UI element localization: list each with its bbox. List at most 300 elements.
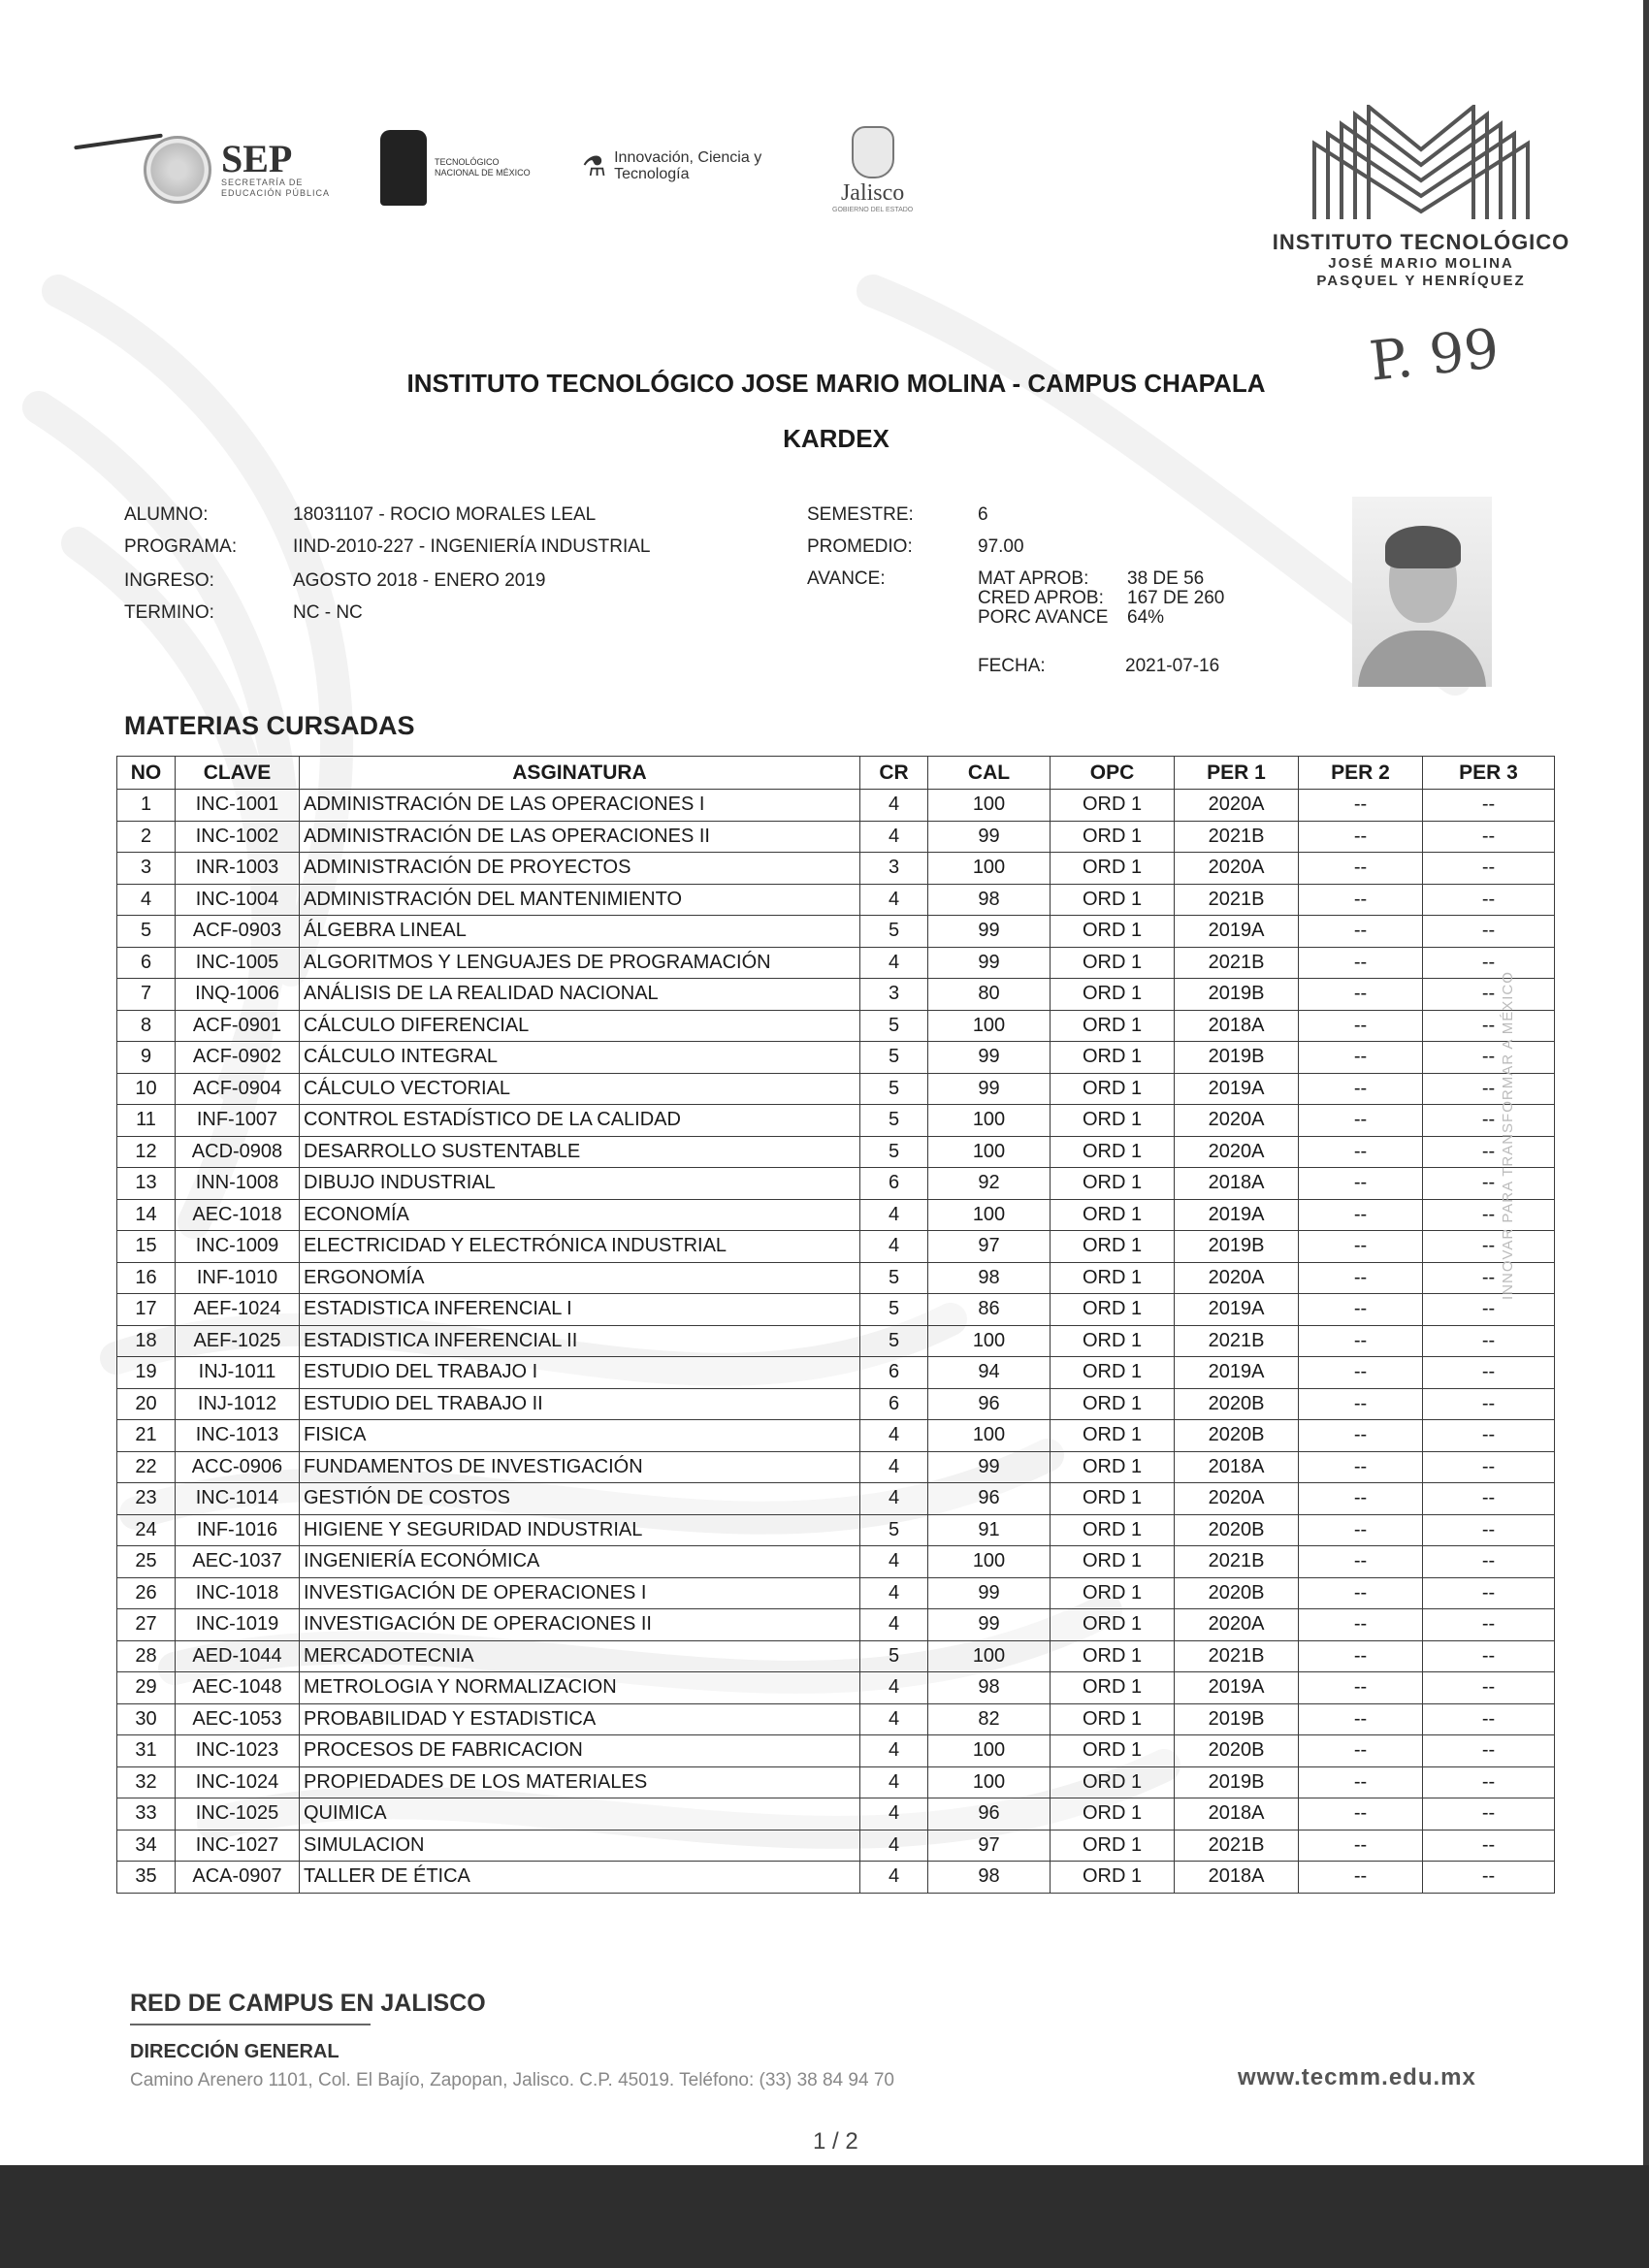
cell-per3: -- xyxy=(1423,1735,1555,1767)
cell-clave: AEC-1048 xyxy=(176,1672,300,1704)
cell-asignatura: CÁLCULO VECTORIAL xyxy=(300,1073,860,1105)
col-header-per2: PER 2 xyxy=(1299,757,1423,790)
cell-per3: -- xyxy=(1423,821,1555,853)
cell-cr: 4 xyxy=(860,1862,928,1894)
cell-per1: 2020A xyxy=(1175,1483,1299,1515)
cell-asignatura: TALLER DE ÉTICA xyxy=(300,1862,860,1894)
cell-per2: -- xyxy=(1299,884,1423,916)
cell-cr: 4 xyxy=(860,1798,928,1831)
cell-no: 7 xyxy=(117,979,176,1011)
cell-asignatura: ANÁLISIS DE LA REALIDAD NACIONAL xyxy=(300,979,860,1011)
table-row xyxy=(117,1325,1555,1357)
cell-cr: 6 xyxy=(860,1388,928,1420)
cell-asignatura: PROPIEDADES DE LOS MATERIALES xyxy=(300,1766,860,1798)
cell-clave: INC-1027 xyxy=(176,1830,300,1862)
cell-per2: -- xyxy=(1299,1672,1423,1704)
table-row xyxy=(117,1388,1555,1420)
cell-clave: INC-1019 xyxy=(176,1609,300,1641)
cell-opc: ORD 1 xyxy=(1051,1136,1175,1168)
table-header-row xyxy=(117,757,1555,790)
alumno-value: 18031107 - ROCIO MORALES LEAL xyxy=(293,504,597,525)
cell-per2: -- xyxy=(1299,1294,1423,1326)
cell-cal: 98 xyxy=(928,1262,1051,1294)
student-photo xyxy=(1352,497,1492,687)
cell-cal: 100 xyxy=(928,1010,1051,1042)
semestre-label: SEMESTRE: xyxy=(807,504,914,525)
cell-clave: ACF-0901 xyxy=(176,1010,300,1042)
cell-opc: ORD 1 xyxy=(1051,1073,1175,1105)
section-title: MATERIAS CURSADAS xyxy=(124,711,415,740)
cell-asignatura: DESARROLLO SUSTENTABLE xyxy=(300,1136,860,1168)
cell-asignatura: ESTUDIO DEL TRABAJO II xyxy=(300,1388,860,1420)
table-row xyxy=(117,1042,1555,1074)
cell-cal: 100 xyxy=(928,1546,1051,1578)
cell-cal: 91 xyxy=(928,1514,1051,1546)
cell-clave: INC-1001 xyxy=(176,790,300,822)
cell-per1: 2021B xyxy=(1175,947,1299,979)
cell-per3: -- xyxy=(1423,1640,1555,1672)
cell-clave: ACD-0908 xyxy=(176,1136,300,1168)
col-header-clave: CLAVE xyxy=(176,757,300,790)
cell-per3: -- xyxy=(1423,1514,1555,1546)
cell-no: 26 xyxy=(117,1577,176,1609)
table-row xyxy=(117,916,1555,948)
table-row xyxy=(117,1231,1555,1263)
cell-cr: 4 xyxy=(860,1609,928,1641)
cell-per1: 2020A xyxy=(1175,1105,1299,1137)
cell-cr: 4 xyxy=(860,1830,928,1862)
cell-asignatura: ADMINISTRACIÓN DE LAS OPERACIONES I xyxy=(300,790,860,822)
cell-asignatura: QUIMICA xyxy=(300,1798,860,1831)
cell-cr: 5 xyxy=(860,916,928,948)
cell-per1: 2019B xyxy=(1175,1703,1299,1735)
cell-cal: 98 xyxy=(928,1862,1051,1894)
cell-cal: 100 xyxy=(928,1420,1051,1452)
cell-cal: 96 xyxy=(928,1798,1051,1831)
subjects-table xyxy=(116,756,1555,1894)
cell-per3: -- xyxy=(1423,1105,1555,1137)
scan-bottom-edge xyxy=(0,2165,1649,2268)
cell-cal: 99 xyxy=(928,1042,1051,1074)
table-row xyxy=(117,1136,1555,1168)
cell-per3: -- xyxy=(1423,1672,1555,1704)
cell-per2: -- xyxy=(1299,1830,1423,1862)
cell-clave: INC-1014 xyxy=(176,1483,300,1515)
table-row xyxy=(117,1577,1555,1609)
cell-no: 25 xyxy=(117,1546,176,1578)
cell-per2: -- xyxy=(1299,821,1423,853)
cell-no: 9 xyxy=(117,1042,176,1074)
cell-opc: ORD 1 xyxy=(1051,1042,1175,1074)
cell-opc: ORD 1 xyxy=(1051,1388,1175,1420)
porc-avance-value: 64% xyxy=(1127,607,1165,628)
programa-value: IIND-2010-227 - INGENIERÍA INDUSTRIAL xyxy=(293,536,651,557)
programa-label: PROGRAMA: xyxy=(124,536,238,557)
cell-no: 32 xyxy=(117,1766,176,1798)
cell-opc: ORD 1 xyxy=(1051,1105,1175,1137)
col-header-per1: PER 1 xyxy=(1175,757,1299,790)
cell-per3: -- xyxy=(1423,1483,1555,1515)
cell-per2: -- xyxy=(1299,1262,1423,1294)
handwritten-page-note: P. 99 xyxy=(1366,317,1503,394)
cell-cal: 99 xyxy=(928,916,1051,948)
cell-cr: 4 xyxy=(860,1231,928,1263)
cell-no: 8 xyxy=(117,1010,176,1042)
cell-per3: -- xyxy=(1423,1577,1555,1609)
mat-aprob-label: MAT APROB: xyxy=(978,568,1089,589)
cell-no: 5 xyxy=(117,916,176,948)
cell-asignatura: PROBABILIDAD Y ESTADISTICA xyxy=(300,1703,860,1735)
cell-asignatura: DIBUJO INDUSTRIAL xyxy=(300,1168,860,1200)
cell-asignatura: INVESTIGACIÓN DE OPERACIONES II xyxy=(300,1609,860,1641)
cell-opc: ORD 1 xyxy=(1051,1483,1175,1515)
porc-avance-label: PORC AVANCE xyxy=(978,607,1109,628)
cell-asignatura: INVESTIGACIÓN DE OPERACIONES I xyxy=(300,1577,860,1609)
promedio-label: PROMEDIO: xyxy=(807,536,913,557)
cell-cr: 5 xyxy=(860,1073,928,1105)
institute-line-3: PASQUEL Y HENRÍQUEZ xyxy=(1316,273,1526,289)
institute-line-2: JOSÉ MARIO MOLINA xyxy=(1328,255,1514,272)
jalisco-logo-subtitle: GOBIERNO DEL ESTADO xyxy=(832,207,914,213)
table-row xyxy=(117,1862,1555,1894)
cell-cr: 4 xyxy=(860,1735,928,1767)
sep-logo-name: SEP xyxy=(221,137,293,180)
cell-clave: ACF-0904 xyxy=(176,1073,300,1105)
cell-asignatura: MERCADOTECNIA xyxy=(300,1640,860,1672)
cell-cr: 5 xyxy=(860,1325,928,1357)
cell-opc: ORD 1 xyxy=(1051,1168,1175,1200)
cell-no: 11 xyxy=(117,1105,176,1137)
cell-per2: -- xyxy=(1299,1073,1423,1105)
cell-per2: -- xyxy=(1299,1514,1423,1546)
cell-cal: 99 xyxy=(928,1451,1051,1483)
sep-logo-subtitle: SECRETARÍA DE EDUCACIÓN PÚBLICA xyxy=(221,178,331,198)
cell-per3: -- xyxy=(1423,1609,1555,1641)
cell-no: 4 xyxy=(117,884,176,916)
cell-cr: 6 xyxy=(860,1357,928,1389)
cell-per3: -- xyxy=(1423,1798,1555,1831)
cell-cal: 100 xyxy=(928,1325,1051,1357)
cell-cal: 100 xyxy=(928,1640,1051,1672)
cell-per2: -- xyxy=(1299,1798,1423,1831)
cell-clave: ACF-0902 xyxy=(176,1042,300,1074)
cell-clave: ACF-0903 xyxy=(176,916,300,948)
cell-per2: -- xyxy=(1299,1703,1423,1735)
cell-clave: INC-1018 xyxy=(176,1577,300,1609)
footer-direccion: DIRECCIÓN GENERAL xyxy=(130,2041,340,2062)
cell-clave: AED-1044 xyxy=(176,1640,300,1672)
table-row xyxy=(117,1735,1555,1767)
cell-per2: -- xyxy=(1299,1199,1423,1231)
cell-no: 28 xyxy=(117,1640,176,1672)
cell-cal: 94 xyxy=(928,1357,1051,1389)
cell-per2: -- xyxy=(1299,1577,1423,1609)
cell-per3: -- xyxy=(1423,1420,1555,1452)
table-row xyxy=(117,1168,1555,1200)
cell-cal: 99 xyxy=(928,947,1051,979)
table-row xyxy=(117,1010,1555,1042)
cell-cr: 4 xyxy=(860,947,928,979)
microscope-icon: ⚗ xyxy=(582,150,607,181)
cell-per2: -- xyxy=(1299,1105,1423,1137)
footer-website: www.tecmm.edu.mx xyxy=(1238,2064,1476,2090)
cell-per3: -- xyxy=(1423,1766,1555,1798)
cell-clave: INR-1003 xyxy=(176,853,300,885)
cred-aprob-label: CRED APROB: xyxy=(978,588,1104,608)
cell-clave: INC-1009 xyxy=(176,1231,300,1263)
semestre-value: 6 xyxy=(978,504,988,525)
cell-asignatura: ÁLGEBRA LINEAL xyxy=(300,916,860,948)
cell-per3: -- xyxy=(1423,947,1555,979)
cell-cal: 86 xyxy=(928,1294,1051,1326)
table-row xyxy=(117,790,1555,822)
cell-per3: -- xyxy=(1423,1830,1555,1862)
cell-clave: INF-1007 xyxy=(176,1105,300,1137)
table-row xyxy=(117,1830,1555,1862)
cell-opc: ORD 1 xyxy=(1051,916,1175,948)
cell-clave: INF-1010 xyxy=(176,1262,300,1294)
cell-opc: ORD 1 xyxy=(1051,1798,1175,1831)
cell-cal: 99 xyxy=(928,1609,1051,1641)
cell-clave: INC-1005 xyxy=(176,947,300,979)
cell-no: 13 xyxy=(117,1168,176,1200)
cell-no: 2 xyxy=(117,821,176,853)
table-row xyxy=(117,1703,1555,1735)
fecha-label: FECHA: xyxy=(978,656,1046,676)
cell-clave: INJ-1012 xyxy=(176,1388,300,1420)
cell-no: 27 xyxy=(117,1609,176,1641)
cell-cr: 4 xyxy=(860,1199,928,1231)
cell-cr: 4 xyxy=(860,821,928,853)
cell-no: 14 xyxy=(117,1199,176,1231)
cell-no: 21 xyxy=(117,1420,176,1452)
cell-clave: INC-1025 xyxy=(176,1798,300,1831)
cell-asignatura: ESTUDIO DEL TRABAJO I xyxy=(300,1357,860,1389)
cell-asignatura: ADMINISTRACIÓN DE PROYECTOS xyxy=(300,853,860,885)
cell-per1: 2018A xyxy=(1175,1451,1299,1483)
cell-asignatura: CÁLCULO INTEGRAL xyxy=(300,1042,860,1074)
cell-asignatura: ERGONOMÍA xyxy=(300,1262,860,1294)
col-header-per3: PER 3 xyxy=(1423,757,1555,790)
fecha-value: 2021-07-16 xyxy=(1125,656,1220,676)
table-row xyxy=(117,947,1555,979)
footer-divider xyxy=(130,2024,371,2025)
cell-per3: -- xyxy=(1423,1136,1555,1168)
cell-cr: 5 xyxy=(860,1514,928,1546)
cell-per1: 2019A xyxy=(1175,1294,1299,1326)
cell-per2: -- xyxy=(1299,1388,1423,1420)
cell-cr: 3 xyxy=(860,979,928,1011)
cell-per3: -- xyxy=(1423,853,1555,885)
cell-cr: 5 xyxy=(860,1136,928,1168)
cell-cr: 4 xyxy=(860,1451,928,1483)
table-row xyxy=(117,821,1555,853)
cell-opc: ORD 1 xyxy=(1051,1514,1175,1546)
cell-per2: -- xyxy=(1299,1010,1423,1042)
termino-value: NC - NC xyxy=(293,602,363,623)
cell-per2: -- xyxy=(1299,1042,1423,1074)
cell-opc: ORD 1 xyxy=(1051,1672,1175,1704)
cell-no: 33 xyxy=(117,1798,176,1831)
cell-per3: -- xyxy=(1423,1703,1555,1735)
cell-cr: 4 xyxy=(860,1703,928,1735)
table-row xyxy=(117,1546,1555,1578)
cell-per1: 2021B xyxy=(1175,1830,1299,1862)
cell-cal: 99 xyxy=(928,1073,1051,1105)
cell-per1: 2018A xyxy=(1175,1862,1299,1894)
col-header-opc: OPC xyxy=(1051,757,1175,790)
cell-per2: -- xyxy=(1299,1136,1423,1168)
avance-label: AVANCE: xyxy=(807,568,886,589)
cell-per3: -- xyxy=(1423,1357,1555,1389)
cell-asignatura: FUNDAMENTOS DE INVESTIGACIÓN xyxy=(300,1451,860,1483)
cell-per3: -- xyxy=(1423,1199,1555,1231)
cell-no: 20 xyxy=(117,1388,176,1420)
col-header-asignatura: ASGINATURA xyxy=(300,757,860,790)
cell-per2: -- xyxy=(1299,1862,1423,1894)
cell-per2: -- xyxy=(1299,1483,1423,1515)
cell-cal: 100 xyxy=(928,1136,1051,1168)
cell-per3: -- xyxy=(1423,1262,1555,1294)
cell-no: 17 xyxy=(117,1294,176,1326)
cell-opc: ORD 1 xyxy=(1051,1199,1175,1231)
cell-per2: -- xyxy=(1299,1735,1423,1767)
cell-per1: 2020B xyxy=(1175,1577,1299,1609)
cell-opc: ORD 1 xyxy=(1051,1231,1175,1263)
cell-no: 30 xyxy=(117,1703,176,1735)
cell-no: 23 xyxy=(117,1483,176,1515)
cell-asignatura: INGENIERÍA ECONÓMICA xyxy=(300,1546,860,1578)
cell-opc: ORD 1 xyxy=(1051,790,1175,822)
cell-clave: INQ-1006 xyxy=(176,979,300,1011)
cell-no: 10 xyxy=(117,1073,176,1105)
table-row xyxy=(117,1451,1555,1483)
table-row xyxy=(117,1766,1555,1798)
cell-clave: INC-1013 xyxy=(176,1420,300,1452)
cell-cr: 5 xyxy=(860,1105,928,1137)
cell-cal: 82 xyxy=(928,1703,1051,1735)
cell-per2: -- xyxy=(1299,947,1423,979)
cell-clave: INC-1024 xyxy=(176,1766,300,1798)
cell-opc: ORD 1 xyxy=(1051,947,1175,979)
innovacion-logo-text: Innovación, Ciencia y Tecnología xyxy=(614,149,762,182)
cell-asignatura: METROLOGIA Y NORMALIZACION xyxy=(300,1672,860,1704)
cell-cr: 5 xyxy=(860,1262,928,1294)
cell-asignatura: PROCESOS DE FABRICACION xyxy=(300,1735,860,1767)
cell-asignatura: ESTADISTICA INFERENCIAL II xyxy=(300,1325,860,1357)
col-header-cal: CAL xyxy=(928,757,1051,790)
cell-per1: 2018A xyxy=(1175,1010,1299,1042)
col-header-no: NO xyxy=(117,757,176,790)
cell-opc: ORD 1 xyxy=(1051,821,1175,853)
cell-per1: 2020B xyxy=(1175,1514,1299,1546)
cell-no: 34 xyxy=(117,1830,176,1862)
termino-label: TERMINO: xyxy=(124,602,214,623)
cell-opc: ORD 1 xyxy=(1051,1357,1175,1389)
cell-asignatura: CÁLCULO DIFERENCIAL xyxy=(300,1010,860,1042)
cell-opc: ORD 1 xyxy=(1051,1735,1175,1767)
cell-cr: 4 xyxy=(860,1420,928,1452)
cell-per1: 2021B xyxy=(1175,1640,1299,1672)
cell-cal: 100 xyxy=(928,1105,1051,1137)
cell-per2: -- xyxy=(1299,979,1423,1011)
cell-per2: -- xyxy=(1299,1640,1423,1672)
table-row xyxy=(117,1640,1555,1672)
cell-per3: -- xyxy=(1423,1073,1555,1105)
col-header-cr: CR xyxy=(860,757,928,790)
cell-per1: 2019A xyxy=(1175,1672,1299,1704)
cell-clave: INJ-1011 xyxy=(176,1357,300,1389)
cell-clave: INC-1004 xyxy=(176,884,300,916)
cell-asignatura: HIGIENE Y SEGURIDAD INDUSTRIAL xyxy=(300,1514,860,1546)
cell-clave: INC-1002 xyxy=(176,821,300,853)
cell-per2: -- xyxy=(1299,1168,1423,1200)
table-row xyxy=(117,1262,1555,1294)
cell-per2: -- xyxy=(1299,916,1423,948)
cell-asignatura: ADMINISTRACIÓN DE LAS OPERACIONES II xyxy=(300,821,860,853)
cell-clave: ACC-0906 xyxy=(176,1451,300,1483)
cell-clave: AEF-1025 xyxy=(176,1325,300,1357)
cell-opc: ORD 1 xyxy=(1051,1703,1175,1735)
ingreso-value: AGOSTO 2018 - ENERO 2019 xyxy=(293,570,546,591)
page-number: 1 / 2 xyxy=(813,2128,858,2155)
cell-per1: 2019A xyxy=(1175,1357,1299,1389)
cell-cr: 5 xyxy=(860,1640,928,1672)
cell-cal: 98 xyxy=(928,884,1051,916)
cell-no: 22 xyxy=(117,1451,176,1483)
cell-clave: AEC-1018 xyxy=(176,1199,300,1231)
cell-per1: 2020A xyxy=(1175,1262,1299,1294)
cell-cr: 5 xyxy=(860,1042,928,1074)
cell-per1: 2018A xyxy=(1175,1168,1299,1200)
cell-cal: 96 xyxy=(928,1483,1051,1515)
document-title: INSTITUTO TECNOLÓGICO JOSE MARIO MOLINA - CAMPUS CHAPALA xyxy=(406,369,1266,398)
cell-asignatura: GESTIÓN DE COSTOS xyxy=(300,1483,860,1515)
cell-cr: 4 xyxy=(860,1546,928,1578)
cell-opc: ORD 1 xyxy=(1051,884,1175,916)
cell-cal: 80 xyxy=(928,979,1051,1011)
table-row xyxy=(117,1420,1555,1452)
cell-per3: -- xyxy=(1423,1231,1555,1263)
cell-per2: -- xyxy=(1299,853,1423,885)
cell-cr: 4 xyxy=(860,884,928,916)
cell-no: 35 xyxy=(117,1862,176,1894)
cell-per1: 2020A xyxy=(1175,790,1299,822)
scan-right-edge xyxy=(1643,0,1649,2268)
cell-per1: 2020A xyxy=(1175,1609,1299,1641)
cell-per3: -- xyxy=(1423,1451,1555,1483)
cell-per1: 2019B xyxy=(1175,979,1299,1011)
cell-cal: 97 xyxy=(928,1231,1051,1263)
side-slogan: INNOVAR PARA TRANSFORMAR A MÉXICO xyxy=(1500,971,1516,1300)
cell-clave: AEC-1037 xyxy=(176,1546,300,1578)
cell-cal: 100 xyxy=(928,1766,1051,1798)
ingreso-label: INGRESO: xyxy=(124,570,214,591)
cell-per1: 2019A xyxy=(1175,916,1299,948)
tecnm-logo-text: TECNOLÓGICO NACIONAL DE MÉXICO xyxy=(435,157,531,178)
cell-per1: 2020A xyxy=(1175,853,1299,885)
cred-aprob-value: 167 DE 260 xyxy=(1127,588,1225,608)
cell-per1: 2021B xyxy=(1175,1546,1299,1578)
cell-per1: 2019A xyxy=(1175,1199,1299,1231)
table-row xyxy=(117,1609,1555,1641)
cell-clave: INC-1023 xyxy=(176,1735,300,1767)
cell-per1: 2019B xyxy=(1175,1042,1299,1074)
cell-cal: 100 xyxy=(928,1199,1051,1231)
footer-title: RED DE CAMPUS EN JALISCO xyxy=(130,1990,486,2017)
cell-cal: 99 xyxy=(928,1577,1051,1609)
cell-cr: 5 xyxy=(860,1294,928,1326)
